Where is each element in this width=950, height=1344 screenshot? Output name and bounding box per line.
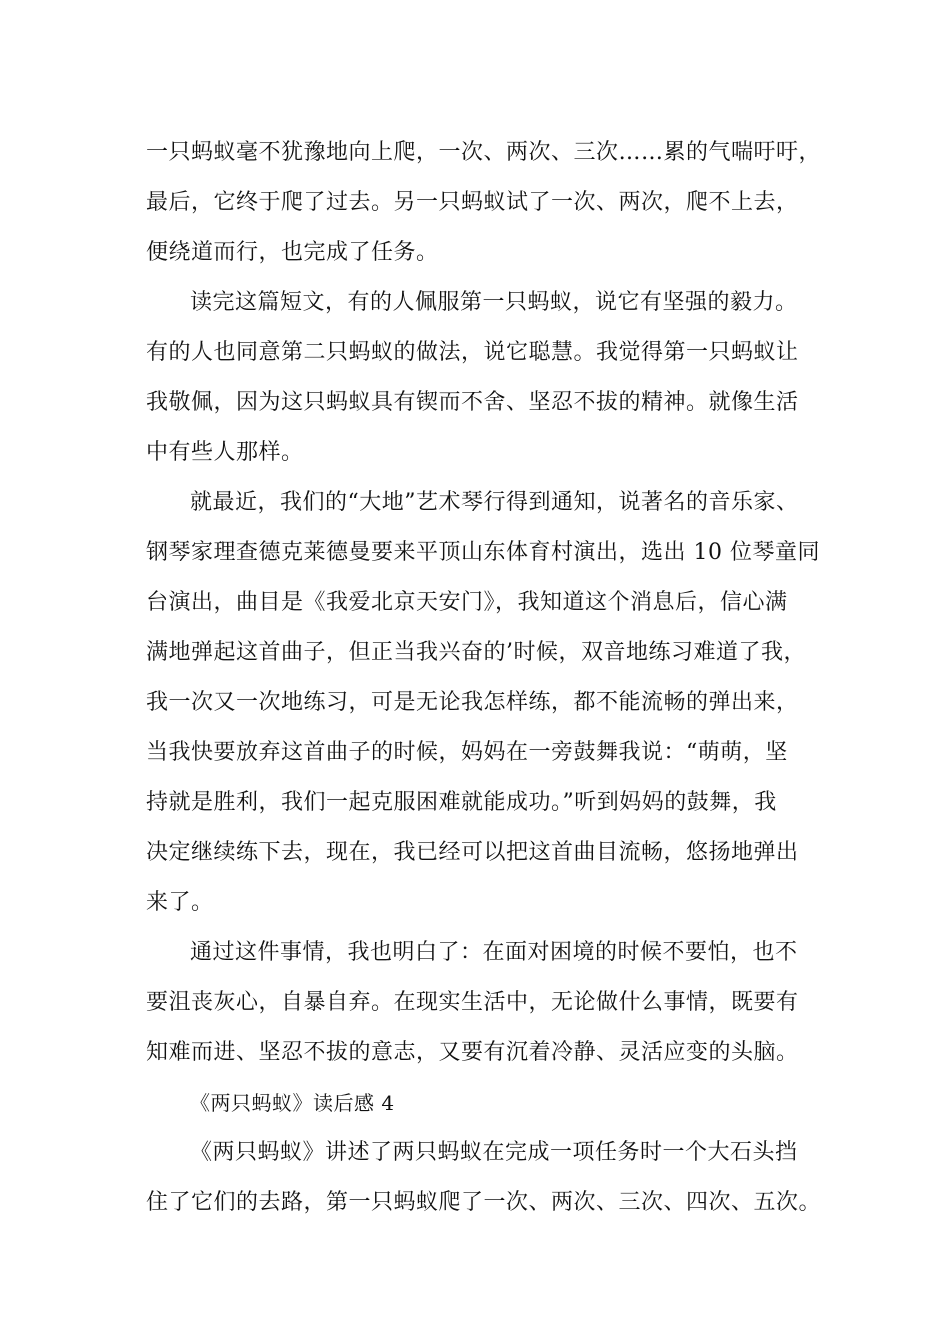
text-line: 便绕道而行，也完成了任务。 bbox=[146, 240, 439, 265]
text-line: 钢琴家理查德克莱德曼要来平顶山东体育村演出，选出 10 位琴童同 bbox=[146, 540, 820, 565]
paragraph-start: 读完这篇短文，有的人佩服第一只蚂蚁，说它有坚强的毅力。 bbox=[190, 290, 798, 315]
text-line: 知难而进、坚忍不拔的意志，又要有沉着冷静、灵活应变的头脑。 bbox=[146, 1040, 799, 1065]
text-line: 最后，它终于爬了过去。另一只蚂蚁试了一次、两次，爬不上去， bbox=[146, 190, 799, 215]
text-line: 持就是胜利，我们一起克服困难就能成功。”听到妈妈的鼓舞，我 bbox=[146, 790, 777, 815]
document-body bbox=[146, 128, 836, 1228]
text-line: 我敬佩，因为这只蚂蚁具有锲而不舍、坚忍不拔的精神。就像生活 bbox=[146, 390, 799, 415]
text-line: 有的人也同意第二只蚂蚁的做法，说它聪慧。我觉得第一只蚂蚁让 bbox=[146, 340, 799, 365]
text-line: 一只蚂蚁毫不犹豫地向上爬，一次、两次、三次……累的气喘吁吁， bbox=[146, 140, 822, 165]
text-line: 台演出，曲目是《我爱北京天安门》，我知道这个消息后，信心满 bbox=[146, 590, 788, 615]
text-line: 来了。 bbox=[146, 890, 214, 915]
text-line: 满地弹起这首曲子，但正当我兴奋的’时候，双音地练习难道了我， bbox=[146, 640, 806, 665]
section-heading: 《两只蚂蚁》读后感 4 bbox=[190, 1091, 395, 1115]
paragraph-start: 《两只蚂蚁》讲述了两只蚂蚁在完成一项任务时一个大石头挡 bbox=[190, 1140, 798, 1165]
paragraph-start: 通过这件事情，我也明白了：在面对困境的时候不要怕，也不 bbox=[190, 940, 798, 965]
text-line: 当我快要放弃这首曲子的时候，妈妈在一旁鼓舞我说：“萌萌，坚 bbox=[146, 740, 788, 765]
text-line: 中有些人那样。 bbox=[146, 440, 304, 465]
text-line: 住了它们的去路，第一只蚂蚁爬了一次、两次、三次、四次、五次。 bbox=[146, 1190, 822, 1215]
text-line: 决定继续练下去，现在，我已经可以把这首曲目流畅，悠扬地弹出 bbox=[146, 840, 799, 865]
text-line: 要沮丧灰心，自暴自弃。在现实生活中，无论做什么事情，既要有 bbox=[146, 990, 799, 1015]
paragraph-start: 就最近，我们的“大地”艺术琴行得到通知，说著名的音乐家、 bbox=[190, 490, 799, 515]
text-line: 我一次又一次地练习，可是无论我怎样练，都不能流畅的弹出来， bbox=[146, 690, 799, 715]
